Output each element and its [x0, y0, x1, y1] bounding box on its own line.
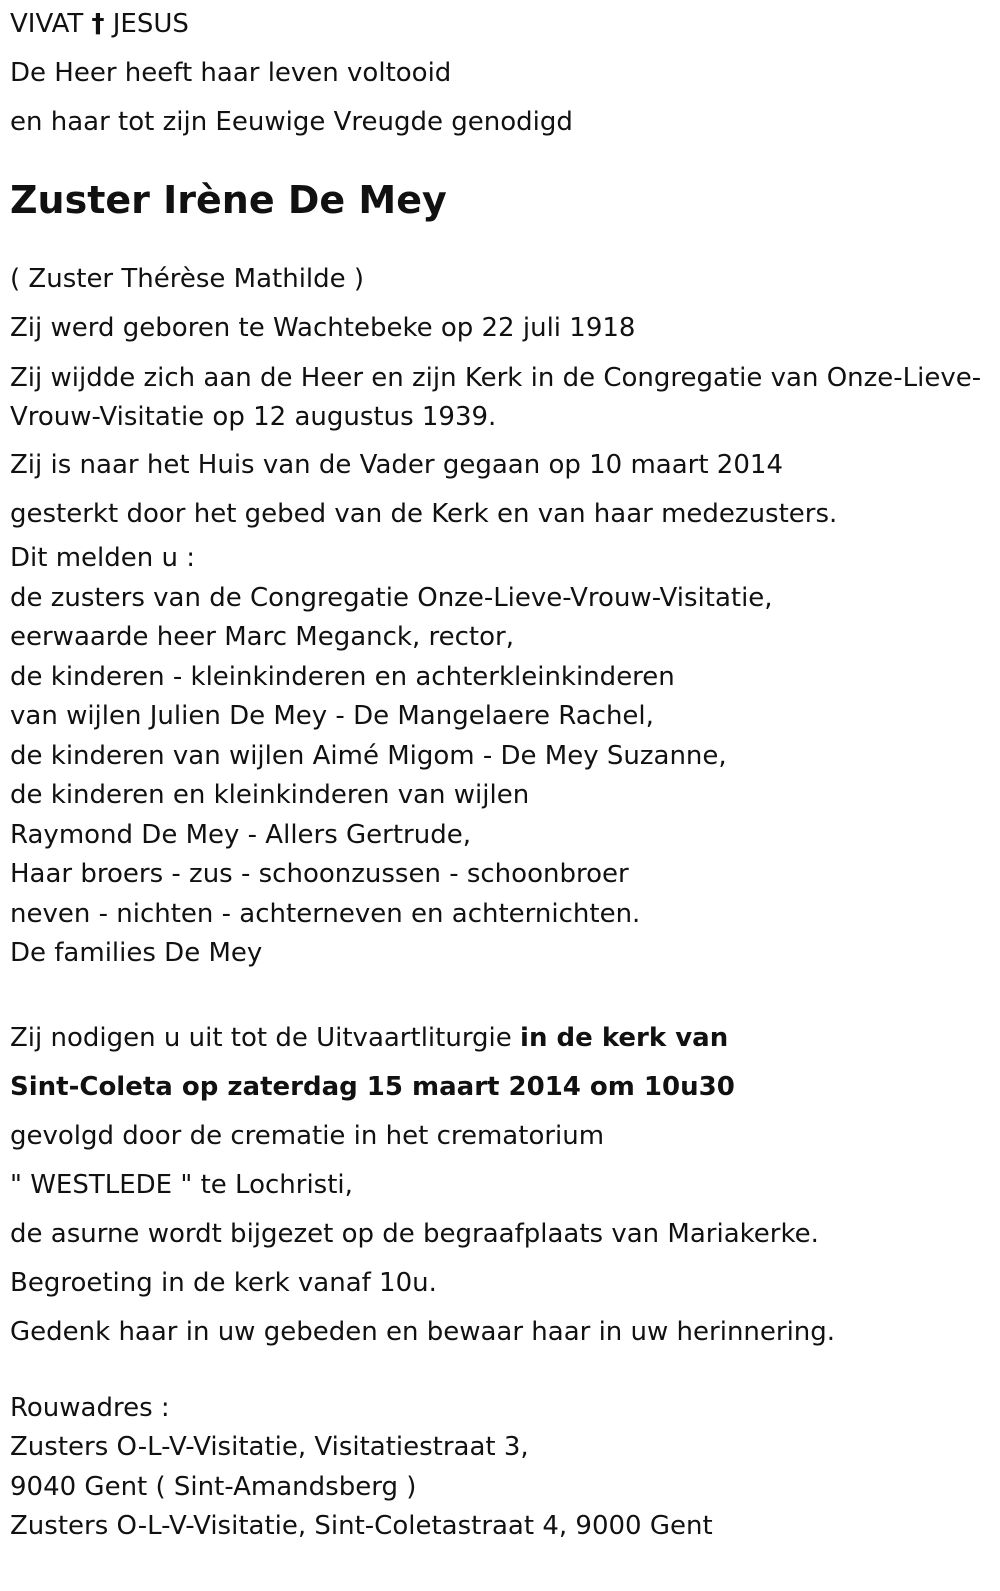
vivat-jesus-line	[10, 0, 990, 49]
funeral-date-time: Sint-Coleta op zaterdag 15 maart 2014 om 10u30	[10, 1071, 735, 1102]
vivat-text: VIVAT	[10, 9, 84, 39]
urn-line: de asurne wordt bijgezet op de begraafplaats van Mariakerke.	[10, 1218, 819, 1249]
obituary-document	[10, 0, 990, 1547]
announcement-line: de kinderen van wijlen Aimé Migom - De Mey Suzanne,	[10, 740, 727, 771]
funeral-invite-text: Zij nodigen u uit tot de Uitvaartliturgie	[10, 1022, 512, 1053]
religious-name: ( Zuster Thérèse Mathilde )	[10, 264, 365, 294]
address-line-2: 9040 Gent ( Sint-Amandsberg )	[10, 1471, 417, 1502]
death-line: Zij is naar het Huis van de Vader gegaan op 10 maart 2014	[10, 450, 783, 480]
funeral-when-where	[10, 1063, 990, 1112]
consecration-paragraph: Zij wijdde zich aan de Heer en zijn Kerk in de Congregatie van Onze-Lieve-Vrouw-Visitatie op 12 augustus 1939.	[10, 363, 982, 432]
strengthened-line: gesterkt door het gebed van de Kerk en van haar medezusters.	[10, 499, 838, 529]
funeral-invite-emphasis: in de kerk van	[520, 1022, 729, 1053]
address-line-3: Zusters O-L-V-Visitatie, Sint-Coletastraat 4, 9000 Gent	[10, 1511, 713, 1541]
announcement-line: de kinderen - kleinkinderen en achterkleinkinderen	[10, 661, 675, 692]
remember-line: Gedenk haar in uw gebeden en bewaar haar in uw herinnering.	[10, 1316, 836, 1347]
announcement-intro: Dit melden u :	[10, 543, 195, 573]
birth-line: Zij werd geboren te Wachtebeke op 22 juli 1918	[10, 313, 636, 343]
announcement-line: de kinderen en kleinkinderen van wijlen	[10, 780, 530, 810]
funeral-invite-line	[10, 1014, 990, 1063]
crematorium-line: " WESTLEDE " te Lochristi,	[10, 1169, 353, 1200]
cross-icon: †	[91, 9, 105, 39]
address-title: Rouwadres :	[10, 1392, 170, 1423]
deceased-name: Zuster Irène De Mey	[10, 178, 447, 222]
announcement-line: Haar broers - zus - schoonzussen - schoonbroer	[10, 859, 629, 889]
spacer	[10, 974, 990, 1014]
announcement-line: Raymond De Mey - Allers Gertrude,	[10, 819, 471, 850]
address-line-1: Zusters O-L-V-Visitatie, Visitatiestraat 3,	[10, 1432, 529, 1462]
cremation-line: gevolgd door de crematie in het crematorium	[10, 1120, 605, 1151]
announcement-line: de zusters van de Congregatie Onze-Lieve-Vrouw-Visitatie,	[10, 582, 773, 613]
header-line-2: De Heer heeft haar leven voltooid	[10, 58, 452, 88]
jesus-text: JESUS	[112, 9, 189, 39]
header-line-3: en haar tot zijn Eeuwige Vreugde genodigd	[10, 107, 573, 137]
greeting-line: Begroeting in de kerk vanaf 10u.	[10, 1267, 437, 1298]
announcement-line: van wijlen Julien De Mey - De Mangelaere Rachel,	[10, 701, 654, 731]
announcement-line: eerwaarde heer Marc Meganck, rector,	[10, 622, 514, 652]
spacer	[10, 1357, 990, 1389]
announcement-line: neven - nichten - achterneven en achternichten.	[10, 898, 641, 929]
announcement-line: De families De Mey	[10, 938, 263, 968]
